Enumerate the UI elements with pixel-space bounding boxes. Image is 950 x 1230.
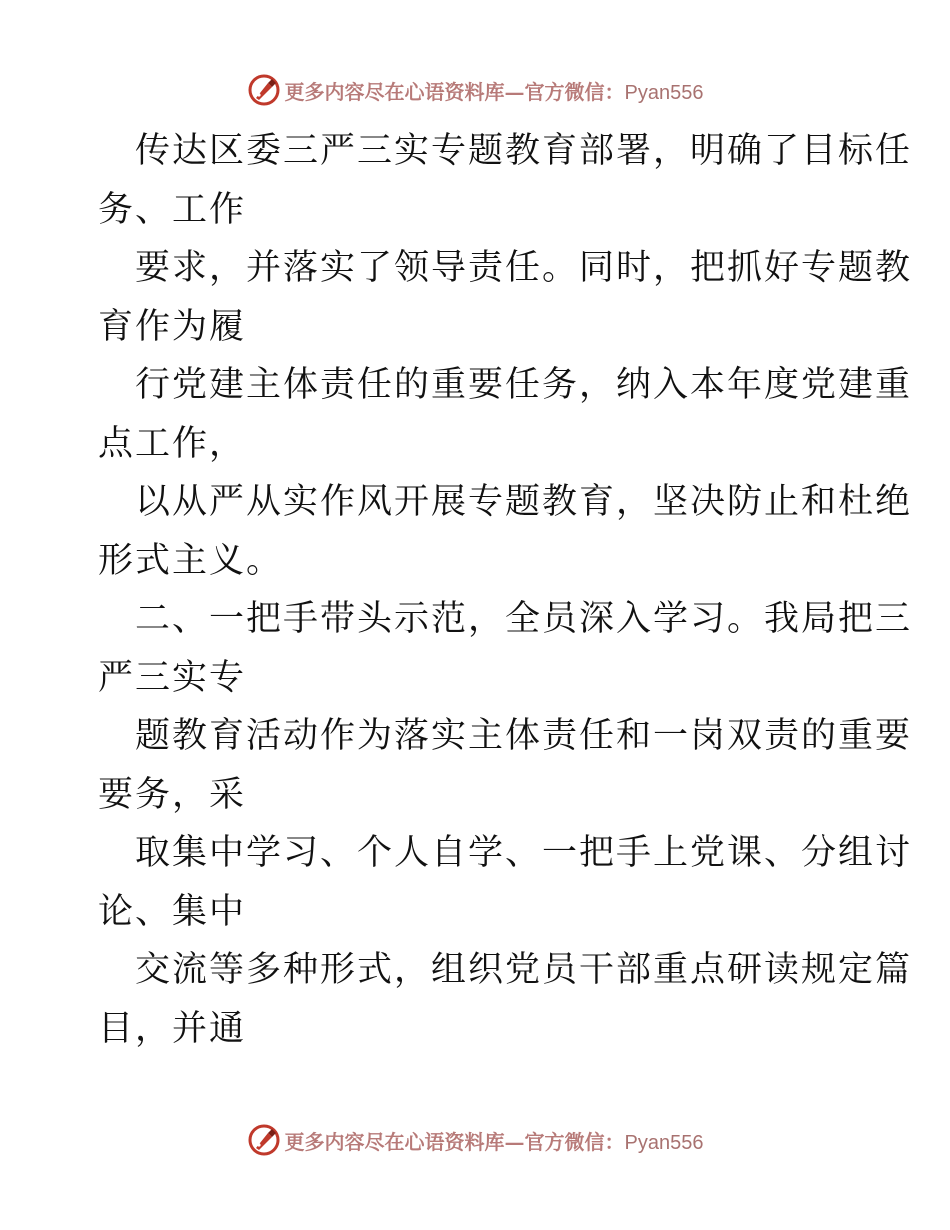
text-line: 育作为履 bbox=[98, 306, 247, 347]
watermark-text bbox=[285, 1126, 704, 1155]
text-line: 论、集中 bbox=[98, 891, 247, 932]
text-line: 点工作， bbox=[98, 423, 247, 464]
text-line: 题教育活动作为落实主体责任和一岗双责的重要 bbox=[135, 716, 913, 756]
text-line: 行党建主体责任的重要任务，纳入本年度党建重 bbox=[135, 365, 913, 405]
pen-nib-logo-icon bbox=[247, 1123, 281, 1157]
pen-nib-logo-icon bbox=[247, 73, 281, 107]
text-line: 形式主义。 bbox=[98, 540, 284, 581]
watermark-slogan: 更多内容尽在心语资料库—官方微信： bbox=[284, 79, 625, 104]
footer-watermark-banner bbox=[0, 1120, 950, 1160]
watermark-slogan: 更多内容尽在心语资料库—官方微信： bbox=[284, 1129, 625, 1154]
text-line: 以从严从实作风开展专题教育，坚决防止和杜绝 bbox=[135, 482, 913, 522]
watermark-text bbox=[285, 76, 704, 105]
watermark-wechat-id: Pyan556 bbox=[624, 1131, 704, 1154]
text-line: 取集中学习、个人自学、一把手上党课、分组讨 bbox=[135, 833, 913, 873]
text-line: 目，并通 bbox=[98, 1008, 247, 1049]
text-line: 传达区委三严三实专题教育部署，明确了目标任 bbox=[135, 131, 913, 171]
text-line: 交流等多种形式，组织党员干部重点研读规定篇 bbox=[135, 950, 913, 990]
text-line: 要求，并落实了领导责任。同时，把抓好专题教 bbox=[135, 248, 913, 288]
text-line: 务、工作 bbox=[98, 189, 247, 230]
header-watermark-banner bbox=[0, 70, 950, 110]
text-line: 严三实专 bbox=[98, 657, 247, 698]
watermark-wechat-id: Pyan556 bbox=[624, 81, 704, 104]
text-line: 二、一把手带头示范，全员深入学习。我局把三 bbox=[135, 599, 913, 639]
document-body bbox=[98, 122, 913, 1058]
text-line: 要务，采 bbox=[98, 774, 247, 815]
